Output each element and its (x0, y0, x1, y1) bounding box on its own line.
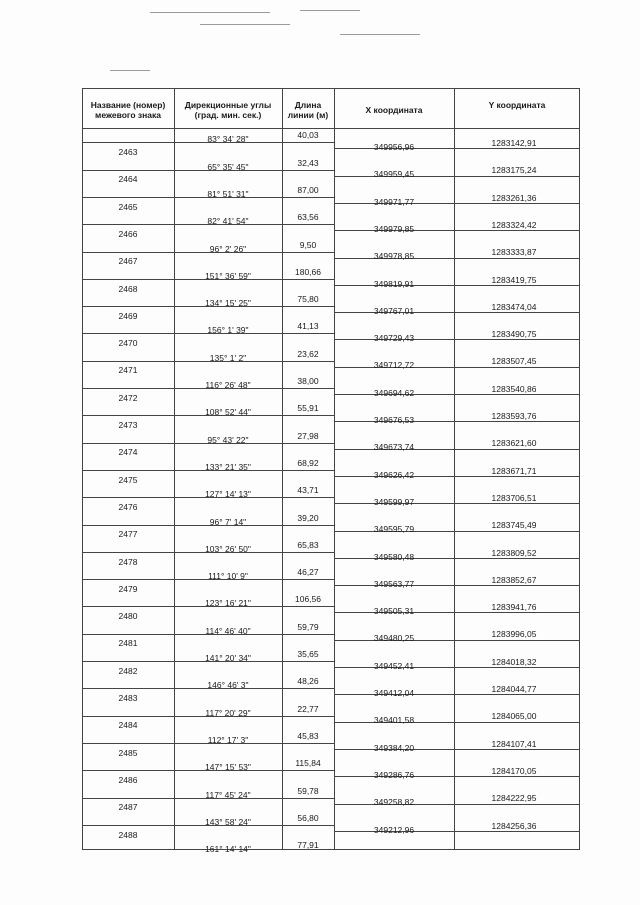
table-row-line (82, 306, 174, 307)
point-y-coordinate: 1283706,51 (491, 493, 537, 503)
point-x-coordinate: 349401,58 (373, 715, 415, 725)
directional-angle: 96° 7' 14" (209, 517, 247, 527)
directional-angle: 135° 1' 2" (209, 353, 247, 363)
header-name: Название (номер) межевого знака (90, 100, 166, 120)
table-row-line (82, 661, 174, 662)
point-x-coordinate: 349971,77 (373, 197, 415, 207)
scan-artifact (300, 10, 360, 11)
line-length: 180,66 (295, 267, 321, 277)
point-x-coordinate: 349480,25 (373, 633, 415, 643)
point-x-coordinate: 349626,42 (373, 470, 415, 480)
point-name: 2464 (118, 174, 138, 184)
point-name: 2466 (118, 229, 138, 239)
point-name: 2478 (118, 557, 138, 567)
table-row-line (82, 333, 174, 334)
directional-angle: 133° 21' 35" (205, 462, 251, 472)
point-x-coordinate: 349767,01 (373, 306, 415, 316)
table-row-line (82, 606, 174, 607)
table-row-line (82, 224, 174, 225)
point-y-coordinate: 1284256,36 (491, 821, 537, 831)
point-x-coordinate: 349595,79 (373, 524, 415, 534)
table-row-line (82, 142, 174, 143)
directional-angle: 127° 14' 13" (205, 489, 251, 499)
point-x-coordinate: 349979,85 (373, 224, 415, 234)
directional-angle: 146° 46' 3" (207, 680, 249, 690)
directional-angle: 65° 35' 45" (207, 162, 249, 172)
point-y-coordinate: 1283261,36 (491, 193, 537, 203)
line-length: 46,27 (297, 567, 319, 577)
point-x-coordinate: 349819,91 (373, 279, 415, 289)
line-length: 27,98 (297, 431, 319, 441)
line-length: 68,92 (297, 458, 319, 468)
point-name: 2487 (118, 802, 138, 812)
table-row-line (82, 388, 174, 389)
point-name: 2475 (118, 475, 138, 485)
line-length: 22,77 (297, 704, 319, 714)
point-y-coordinate: 1283490,75 (491, 329, 537, 339)
table-row-line (82, 716, 174, 717)
directional-angle: 117° 45' 24" (205, 790, 251, 800)
point-name: 2463 (118, 147, 138, 157)
point-x-coordinate: 349452,41 (373, 661, 415, 671)
directional-angle: 117° 20' 29" (205, 708, 251, 718)
table-row-line (82, 770, 174, 771)
point-x-coordinate: 349729,43 (373, 333, 415, 343)
directional-angle: 151° 36' 59" (205, 271, 251, 281)
point-y-coordinate: 1283745,49 (491, 520, 537, 530)
point-y-coordinate: 1284065,00 (491, 711, 537, 721)
point-name: 2474 (118, 447, 138, 457)
point-x-coordinate: 349212,96 (373, 825, 415, 835)
directional-angle: 114° 46' 40" (205, 626, 251, 636)
table-row-line (82, 552, 174, 553)
line-length: 32,43 (297, 158, 319, 168)
table-row-line (82, 361, 174, 362)
line-length: 106,56 (295, 594, 321, 604)
header-y: Y координата (488, 100, 546, 110)
point-y-coordinate: 1283540,86 (491, 384, 537, 394)
point-y-coordinate: 1284107,41 (491, 739, 537, 749)
line-length: 87,00 (297, 185, 319, 195)
directional-angle: 81° 51' 31" (207, 189, 249, 199)
line-length: 65,83 (297, 540, 319, 550)
point-y-coordinate: 1283621,60 (491, 438, 537, 448)
table-row-line (82, 443, 174, 444)
table-row-line (82, 497, 174, 498)
point-name: 2481 (118, 638, 138, 648)
directional-angle: 103° 26' 50" (205, 544, 251, 554)
line-length: 55,91 (297, 403, 319, 413)
point-name: 2483 (118, 693, 138, 703)
table-header-divider (82, 128, 580, 129)
point-y-coordinate: 1283593,76 (491, 411, 537, 421)
coordinates-table (82, 88, 580, 854)
directional-angle: 82° 41' 54" (207, 216, 249, 226)
point-name: 2473 (118, 420, 138, 430)
point-name: 2476 (118, 502, 138, 512)
point-x-coordinate: 349384,20 (373, 743, 415, 753)
table-row-line (82, 634, 174, 635)
directional-angle: 123° 16' 21" (205, 598, 251, 608)
directional-angle: 143° 58' 24" (205, 817, 251, 827)
line-length: 63,56 (297, 212, 319, 222)
point-name: 2472 (118, 393, 138, 403)
point-name: 2482 (118, 666, 138, 676)
line-length: 23,62 (297, 349, 319, 359)
point-x-coordinate: 349694,62 (373, 388, 415, 398)
point-y-coordinate: 1284222,95 (491, 793, 537, 803)
directional-angle: 95° 43' 22" (207, 435, 249, 445)
scan-artifact (200, 24, 290, 25)
table-row-line (82, 579, 174, 580)
point-name: 2471 (118, 365, 138, 375)
header-angles: Дирекционные углы (град. мин. сек.) (184, 100, 272, 120)
table-row-line (82, 688, 174, 689)
point-y-coordinate: 1283333,87 (491, 247, 537, 257)
line-length: 38,00 (297, 376, 319, 386)
point-x-coordinate: 349258,82 (373, 797, 415, 807)
point-y-coordinate: 1283852,67 (491, 575, 537, 585)
directional-angle: 116° 26' 48" (205, 380, 251, 390)
table-row-line (82, 252, 174, 253)
point-x-coordinate: 349978,85 (373, 251, 415, 261)
point-name: 2467 (118, 256, 138, 266)
point-x-coordinate: 349412,04 (373, 688, 415, 698)
header-x: X координата (365, 105, 423, 115)
point-name: 2470 (118, 338, 138, 348)
table-row-line (82, 279, 174, 280)
point-x-coordinate: 349580,48 (373, 552, 415, 562)
point-name: 2486 (118, 775, 138, 785)
point-name: 2485 (118, 748, 138, 758)
line-length: 43,71 (297, 485, 319, 495)
line-length: 45,83 (297, 731, 319, 741)
table-row-line (82, 825, 174, 826)
point-x-coordinate: 349956,96 (373, 142, 415, 152)
table-row-line (82, 415, 174, 416)
line-length: 39,20 (297, 513, 319, 523)
point-name: 2469 (118, 311, 138, 321)
point-x-coordinate: 349959,45 (373, 169, 415, 179)
point-y-coordinate: 1283809,52 (491, 548, 537, 558)
directional-angle: 96° 2' 26" (209, 244, 247, 254)
table-row-line (82, 798, 174, 799)
line-length: 48,26 (297, 676, 319, 686)
point-y-coordinate: 1283175,24 (491, 165, 537, 175)
point-y-coordinate: 1283671,71 (491, 466, 537, 476)
point-name: 2480 (118, 611, 138, 621)
line-length: 40,03 (297, 130, 319, 140)
point-x-coordinate: 349712,72 (373, 360, 415, 370)
point-name: 2477 (118, 529, 138, 539)
line-length: 56,80 (297, 813, 319, 823)
line-length: 75,80 (297, 294, 319, 304)
scan-artifact (340, 34, 420, 35)
line-length: 59,79 (297, 622, 319, 632)
point-name: 2484 (118, 720, 138, 730)
point-x-coordinate: 349563,77 (373, 579, 415, 589)
line-length: 41,13 (297, 321, 319, 331)
point-x-coordinate: 349505,31 (373, 606, 415, 616)
header-length: Длина линии (м) (287, 100, 329, 120)
point-y-coordinate: 1283419,75 (491, 275, 537, 285)
line-length: 59,78 (297, 786, 319, 796)
point-name: 2468 (118, 284, 138, 294)
directional-angle: 161° 14' 14" (205, 844, 251, 854)
point-name: 2479 (118, 584, 138, 594)
table-row-line (82, 525, 174, 526)
directional-angle: 108° 52' 44" (205, 407, 251, 417)
point-y-coordinate: 1283324,42 (491, 220, 537, 230)
directional-angle: 111° 10' 9" (208, 571, 248, 581)
line-length: 35,65 (297, 649, 319, 659)
scan-artifact (110, 70, 150, 71)
point-y-coordinate: 1284018,32 (491, 657, 537, 667)
directional-angle: 134° 15' 25" (205, 298, 251, 308)
line-length: 9,50 (299, 240, 317, 250)
line-length: 77,91 (297, 840, 319, 850)
point-name: 2488 (118, 830, 138, 840)
point-y-coordinate: 1284044,77 (491, 684, 537, 694)
line-length: 115,84 (295, 758, 321, 768)
point-x-coordinate: 349673,74 (373, 442, 415, 452)
directional-angle: 141° 20' 34" (205, 653, 251, 663)
point-x-coordinate: 349676,53 (373, 415, 415, 425)
directional-angle: 83° 34' 28" (207, 134, 249, 144)
table-row-line (82, 743, 174, 744)
point-x-coordinate: 349599,97 (373, 497, 415, 507)
point-y-coordinate: 1284170,05 (491, 766, 537, 776)
point-y-coordinate: 1283474,04 (491, 302, 537, 312)
table-row-line (82, 170, 174, 171)
point-y-coordinate: 1283142,91 (491, 138, 537, 148)
table-border-top (82, 88, 580, 89)
directional-angle: 112° 17' 3" (207, 735, 249, 745)
point-y-coordinate: 1283996,05 (491, 629, 537, 639)
point-y-coordinate: 1283941,76 (491, 602, 537, 612)
table-row-line (82, 470, 174, 471)
directional-angle: 147° 15' 53" (205, 762, 251, 772)
table-row-line (82, 197, 174, 198)
point-name: 2465 (118, 202, 138, 212)
scan-artifact (150, 12, 270, 13)
point-x-coordinate: 349286,76 (373, 770, 415, 780)
directional-angle: 156° 1' 39" (207, 325, 249, 335)
point-y-coordinate: 1283507,45 (491, 356, 537, 366)
